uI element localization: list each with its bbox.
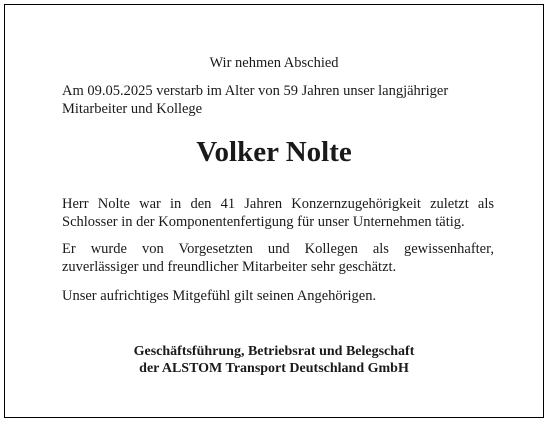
intro-heading: Wir nehmen Abschied — [209, 55, 339, 71]
signature-line-1: Geschäftsführung, Betriebsrat und Belegschaft — [133, 344, 415, 359]
obituary-notice — [4, 4, 544, 418]
death-notice-text: Am 09.05.2025 verstarb im Alter von 59 Jahren unser langjähriger Mitarbeiter und Kollege — [62, 83, 449, 117]
condolence-paragraph: Unser aufrichtiges Mitgefühl gilt seinen Angehörigen. — [62, 288, 377, 304]
signature-line-2: der ALSTOM Transport Deutschland GmbH — [139, 361, 409, 376]
deceased-name: Volker Nolte — [196, 136, 352, 168]
career-paragraph: Herr Nolte war in den 41 Jahren Konzernzugehörigkeit zuletzt als Schlosser in der Komponentenfertigung für unser Unternehmen tätig. — [62, 196, 494, 230]
appreciation-paragraph: Er wurde von Vorgesetzten und Kollegen als gewissenhafter, zuverlässiger und freundlicher Mitarbeiter sehr geschätzt. — [62, 241, 494, 275]
